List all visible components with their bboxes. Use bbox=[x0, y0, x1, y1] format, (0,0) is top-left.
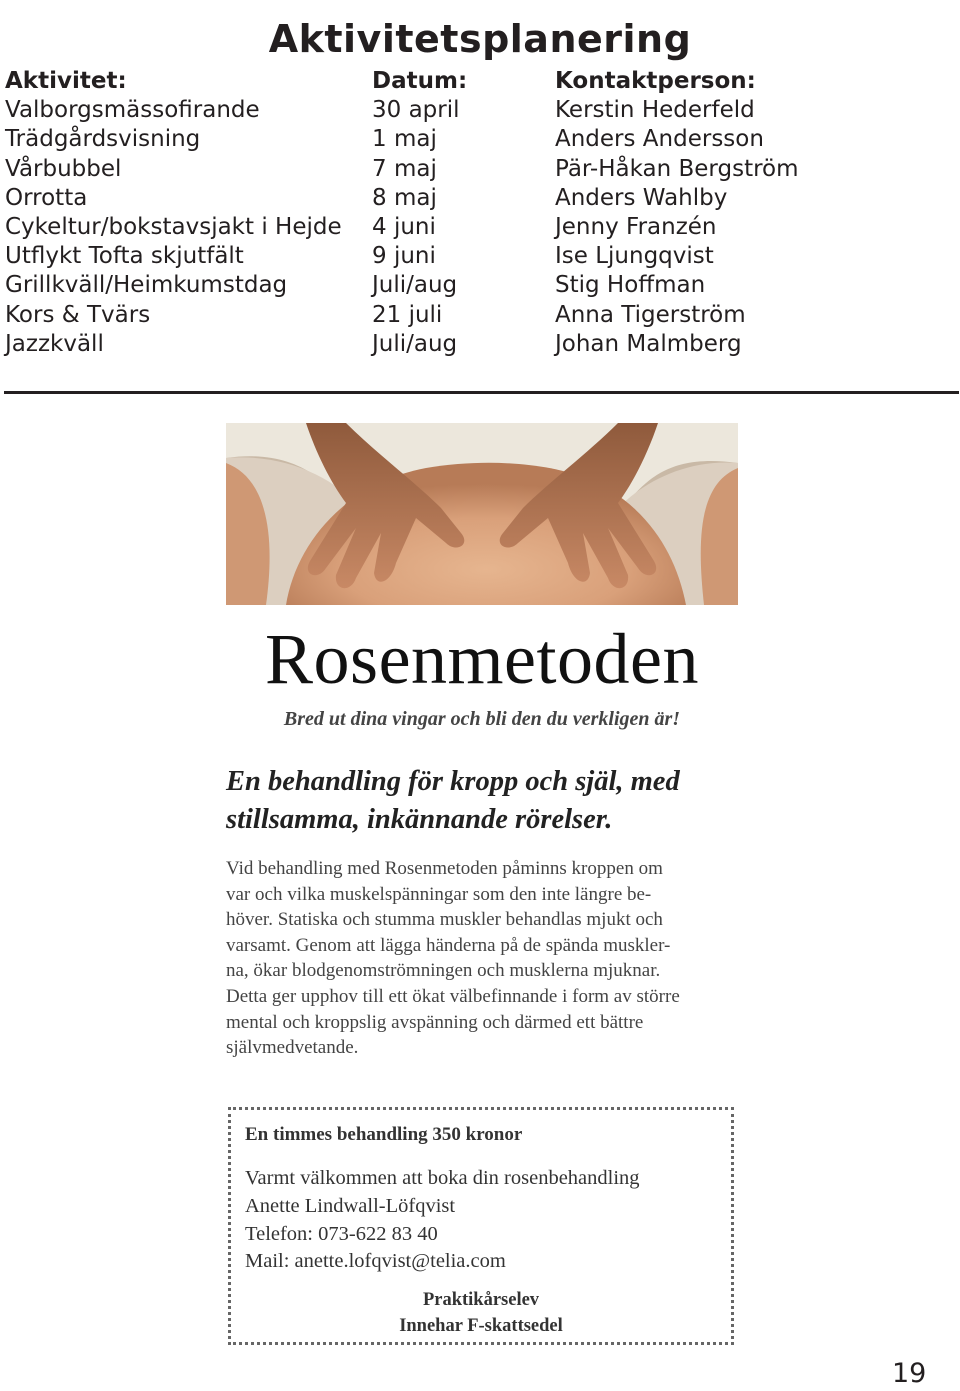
header-date: Datum: bbox=[372, 68, 468, 94]
booking-info-box bbox=[228, 1107, 734, 1345]
header-contact: Kontaktperson: bbox=[555, 68, 756, 94]
activity-cell: Kors & Tvärs bbox=[5, 301, 151, 328]
section-divider bbox=[4, 391, 959, 394]
contact-cell: Pär-Håkan Bergström bbox=[555, 155, 799, 182]
headline-line: stillsamma, inkännande rörelser. bbox=[226, 804, 613, 835]
rosenmetoden-advertisement bbox=[226, 423, 738, 1336]
contact-cell: Ise Ljungqvist bbox=[555, 243, 714, 270]
body-line: na, ökar blodgenomströmningen och musklerna mjuknar. bbox=[226, 960, 661, 982]
tax-status: Innehar F-skattsedel bbox=[399, 1316, 563, 1336]
contact-cell: Jenny Franzén bbox=[555, 213, 717, 240]
contact-cell: Anders Wahlby bbox=[555, 184, 728, 211]
practitioner-status: Praktikårselev bbox=[422, 1290, 540, 1310]
body-line: självmedvetande. bbox=[226, 1037, 359, 1059]
date-cell: 30 april bbox=[372, 97, 460, 124]
price-text: En timmes behandling 350 kronor bbox=[245, 1124, 523, 1145]
date-cell: 21 juli bbox=[372, 301, 443, 328]
body-line: varsamt. Genom att lägga händerna på de spända muskler- bbox=[226, 934, 671, 956]
activity-cell: Jazzkväll bbox=[5, 330, 104, 357]
page-title: Aktivitetsplanering bbox=[268, 17, 692, 62]
contact-details bbox=[245, 1165, 640, 1276]
date-cell: Juli/aug bbox=[372, 330, 458, 357]
page-number: 19 bbox=[892, 1358, 927, 1389]
massage-photo bbox=[226, 423, 738, 605]
activity-cell: Valborgsmässofirande bbox=[5, 97, 260, 124]
date-cell: 4 juni bbox=[372, 213, 436, 240]
contact-mail: Mail: anette.lofqvist@telia.com bbox=[245, 1250, 506, 1273]
ad-headline bbox=[226, 763, 738, 839]
date-cell: 1 maj bbox=[372, 126, 437, 153]
body-line: höver. Statiska och stumma muskler behandlas mjukt och bbox=[226, 909, 663, 931]
body-line: mental och kroppslig avspänning och därmed ett bättre bbox=[226, 1011, 644, 1033]
contact-name: Anette Lindwall-Löfqvist bbox=[245, 1194, 456, 1217]
body-line: var och vilka muskelspänningar som den inte längre be- bbox=[226, 883, 652, 905]
activity-cell: Cykeltur/bokstavsjakt i Hejde bbox=[5, 213, 342, 240]
ad-tagline: Bred ut dina vingar och bli den du verkligen är! bbox=[283, 708, 681, 730]
contact-cell: Johan Malmberg bbox=[555, 330, 742, 357]
contact-cell: Anna Tigerström bbox=[555, 301, 746, 328]
headline-line: En behandling för kropp och själ, med bbox=[226, 766, 680, 797]
activity-cell: Grillkväll/Heimkumstdag bbox=[5, 272, 288, 299]
body-line: Vid behandling med Rosenmetoden påminns kroppen om bbox=[226, 858, 663, 879]
welcome-line: Varmt välkommen att boka din rosenbehandling bbox=[245, 1167, 640, 1189]
date-cell: 8 maj bbox=[372, 184, 437, 211]
activity-cell: Vårbubbel bbox=[5, 155, 122, 182]
contact-phone: Telefon: 073-622 83 40 bbox=[245, 1222, 438, 1245]
date-cell: 9 juni bbox=[372, 243, 436, 270]
contact-cell: Stig Hoffman bbox=[555, 272, 706, 299]
header-activity: Aktivitet: bbox=[5, 68, 127, 94]
contact-cell: Anders Andersson bbox=[555, 126, 764, 153]
contact-cell: Kerstin Hederfeld bbox=[555, 97, 755, 124]
activity-cell: Utflykt Tofta skjutfält bbox=[5, 243, 244, 270]
date-cell: 7 maj bbox=[372, 155, 437, 182]
date-cell: Juli/aug bbox=[372, 272, 458, 299]
activity-cell: Trädgårdsvisning bbox=[5, 126, 201, 153]
activity-cell: Orrotta bbox=[5, 184, 88, 211]
body-line: Detta ger upphov till ett ökat välbefinnande i form av större bbox=[226, 985, 680, 1007]
ad-body-text bbox=[226, 856, 738, 1061]
rosenmetoden-logo: Rosenmetoden bbox=[265, 619, 699, 699]
